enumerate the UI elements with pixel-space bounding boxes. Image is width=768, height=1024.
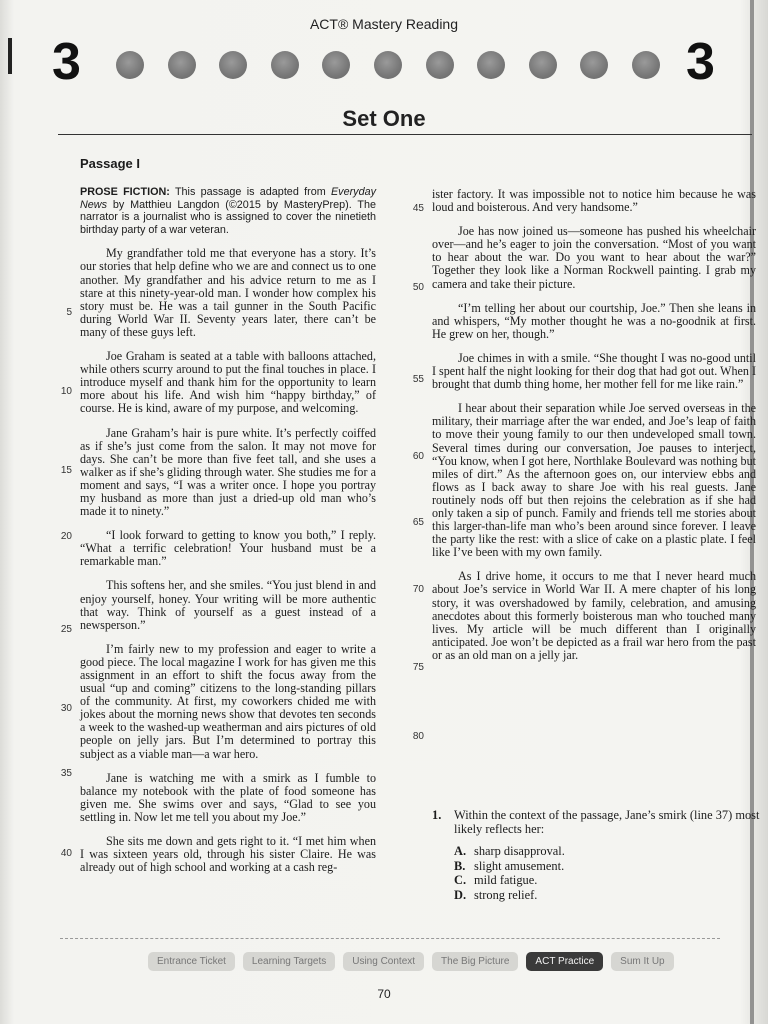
section-dot — [426, 51, 454, 79]
choice-text: strong relief. — [474, 887, 538, 902]
answer-choice-a[interactable] — [454, 844, 762, 859]
line-number: 65 — [412, 517, 424, 528]
line-number: 50 — [412, 282, 424, 293]
section-dot — [529, 51, 557, 79]
intro-label: PROSE FICTION: — [80, 186, 170, 198]
question-text: Within the context of the passage, Jane’s smirk (line 37) most likely reflects her: — [454, 808, 760, 836]
title-divider — [58, 134, 752, 135]
answer-choice-c[interactable] — [454, 873, 762, 888]
passage-intro — [80, 186, 376, 236]
section-dot — [168, 51, 196, 79]
paragraph: She sits me down and gets right to it. “I met him when I was sixteen years old, through his sister Claire. He was already out of high school and working at a cash reg- — [80, 834, 376, 875]
line-number: 30 — [60, 703, 72, 714]
section-dot — [116, 51, 144, 79]
line-number: 75 — [412, 662, 424, 673]
section-dot — [580, 51, 608, 79]
page-number: 70 — [377, 987, 391, 1001]
line-number: 70 — [412, 584, 424, 595]
section-dot — [632, 51, 660, 79]
line-number: 10 — [60, 386, 72, 397]
section-number-right: 3 — [686, 33, 715, 91]
question-number: 1. — [432, 808, 442, 822]
choice-text: mild fatigue. — [474, 873, 538, 887]
book-title: ACT® Mastery Reading — [309, 16, 459, 32]
choice-text: slight amusement. — [474, 858, 565, 873]
question-stem — [432, 808, 762, 836]
nav-sum-it-up[interactable]: Sum It Up — [611, 952, 673, 971]
choice-letter: B. — [454, 858, 466, 873]
question-1 — [432, 808, 762, 902]
paragraph: Jane Graham’s hair is pure white. It’s perfectly coiffed as if she’s just come from the salon. It may not move for days. She can’t be more than five feet tall, and she uses a walker as if she’s gliding through water. She studies me for a moment and says, “I was a writer once. I hope you portray my husband as more than just a dried-up old man who’s made it to ninety.” — [80, 425, 376, 519]
line-number: 80 — [412, 731, 424, 742]
choice-text: sharp disapproval. — [474, 844, 565, 858]
paragraph: Joe chimes in with a smile. “She thought I was no-good until I spent half the night looking for their dog that had got out. When I brought that dumb thing home, her mother fell for me like rain.” — [432, 350, 756, 392]
intro-text: by Matthieu Langdon (©2015 by MasteryPrep). The narrator is a journalist who is assigned to cover the ninetieth birthday party of a war veteran. — [80, 198, 376, 236]
answer-choices — [454, 844, 762, 902]
line-number: 35 — [60, 768, 72, 779]
choice-letter: D. — [454, 887, 467, 902]
paragraph: “I’m telling her about our courtship, Joe.” Then she leans in and whispers, “My mother thought he was a no-goodnik at first. He grew on her, though.” — [432, 300, 756, 341]
paragraph: Joe Graham is seated at a table with balloons attached, while others scurry around to put the final touches in place. I introduce myself and thank him for the opportunity to learn more about his life. And wish him “happy birthday,” of course. He is kind, aware of my purpose, and welcoming. — [80, 349, 376, 416]
passage-label: Passage I — [80, 156, 140, 171]
line-number: 55 — [412, 374, 424, 385]
nav-big-picture[interactable]: The Big Picture — [432, 952, 518, 971]
nav-entrance-ticket[interactable]: Entrance Ticket — [148, 952, 235, 971]
section-dot — [477, 51, 505, 79]
section-dot — [322, 51, 350, 79]
lesson-nav — [148, 952, 674, 971]
paragraph: As I drive home, it occurs to me that I never heard much about Joe’s service in World War II. A mere chapter of his long story, it was overshadowed by family, celebration, and amusing anecdotes about this formerly boisterous man who touched many lives. My article will be much different than I originally anticipated. Joe won’t be depicted as a frail war hero from the past or as an old man on a jelly jar. — [432, 569, 756, 662]
answer-choice-d[interactable] — [454, 888, 762, 903]
line-number: 15 — [60, 465, 72, 476]
section-dots — [116, 50, 660, 80]
set-title: Set One — [342, 106, 426, 131]
line-number: 5 — [66, 307, 72, 318]
passage-right-column — [432, 188, 756, 662]
paragraph: I’m fairly new to my profession and eager to write a good piece. The local magazine I work for has given me this assignment in an effort to shift the focus away from the usual “up and coming” citizens to the long-standing pillars of the community. At first, my coworkers chided me with jokes about the morning news show that devotes ten seconds a week to the washed-up weatherman and airs pictures of old people on jelly jars. But I’m determined to portray this subject as a viable man—a war hero. — [80, 641, 376, 761]
section-dot — [271, 51, 299, 79]
passage-left-column — [80, 186, 376, 874]
paragraph: This softens her, and she smiles. “You just blend in and enjoy yourself, honey. Your writing will be more authentic that way. Think of yourself as a guest instead of a newsperson.” — [80, 578, 376, 632]
paragraph-continued: ister factory. It was impossible not to notice him because he was loud and boisterous. And very handsome.” — [432, 187, 756, 215]
paragraph: Joe has now joined us—someone has pushed his wheelchair over—and he’s eager to join the conversation. “Most of you want to hear about the war. Do you want to hear about the war?” Together they look like a Norman Rockwell painting. I grab my camera and take their picture. — [432, 224, 756, 291]
binding-mark — [8, 38, 12, 74]
footer-divider — [60, 938, 720, 939]
choice-letter: C. — [454, 873, 467, 887]
paragraph: “I look forward to getting to know you both,” I reply. “What a terrific celebration! Your husband must be a remarkable man.” — [80, 528, 376, 569]
nav-learning-targets[interactable]: Learning Targets — [243, 952, 335, 971]
line-number: 25 — [60, 624, 72, 635]
answer-choice-b[interactable] — [454, 859, 762, 874]
nav-using-context[interactable]: Using Context — [343, 952, 424, 971]
section-number-left: 3 — [52, 33, 81, 91]
intro-text: This passage is adapted from — [169, 186, 331, 198]
choice-letter: A. — [454, 844, 467, 858]
section-dot — [374, 51, 402, 79]
line-number: 45 — [412, 203, 424, 214]
line-number: 60 — [412, 451, 424, 462]
nav-act-practice[interactable]: ACT Practice — [526, 952, 603, 971]
line-number: 20 — [60, 531, 72, 542]
line-number: 40 — [60, 848, 72, 859]
paragraph: Jane is watching me with a smirk as I fumble to balance my notebook with the plate of food someone has given me. She swims over and says, “Glad to see you settling in. Now let me tell you about my Joe.” — [80, 770, 376, 824]
paragraph: My grandfather told me that everyone has a story. It’s our stories that help define who we are and connect us to one another. My grandfather and his advice return to me as I stare at this ninety-year-old man. I wonder how complex his story must be. He was a tail gunner in the South Pacific during World War II. Seventy years later, there can’t be many of these guys left. — [80, 246, 376, 339]
paragraph: I hear about their separation while Joe served overseas in the military, their marriage after the war ended, and Joe’s leap of faith to move their young family to our then undeveloped small town. Several times during our conversation, Joe pauses to interject, “You know, when I got here, Northlake Boulevard was nothing but miles of dirt.” As the afternoon goes on, our interview ebbs and flows as I back away to share Joe with his real guests. Jane routinely nods off but then rejoins the celebration as if she had only taken a sip of punch. Family and friends tell me stories about this larger-than-life man who’s been around since forever. I leave the party like the rest: with a slice of cake on a plastic plate. I feel like I’ve been with my own family. — [432, 401, 756, 560]
intro-source: Everyday News — [80, 186, 376, 211]
section-dot — [219, 51, 247, 79]
